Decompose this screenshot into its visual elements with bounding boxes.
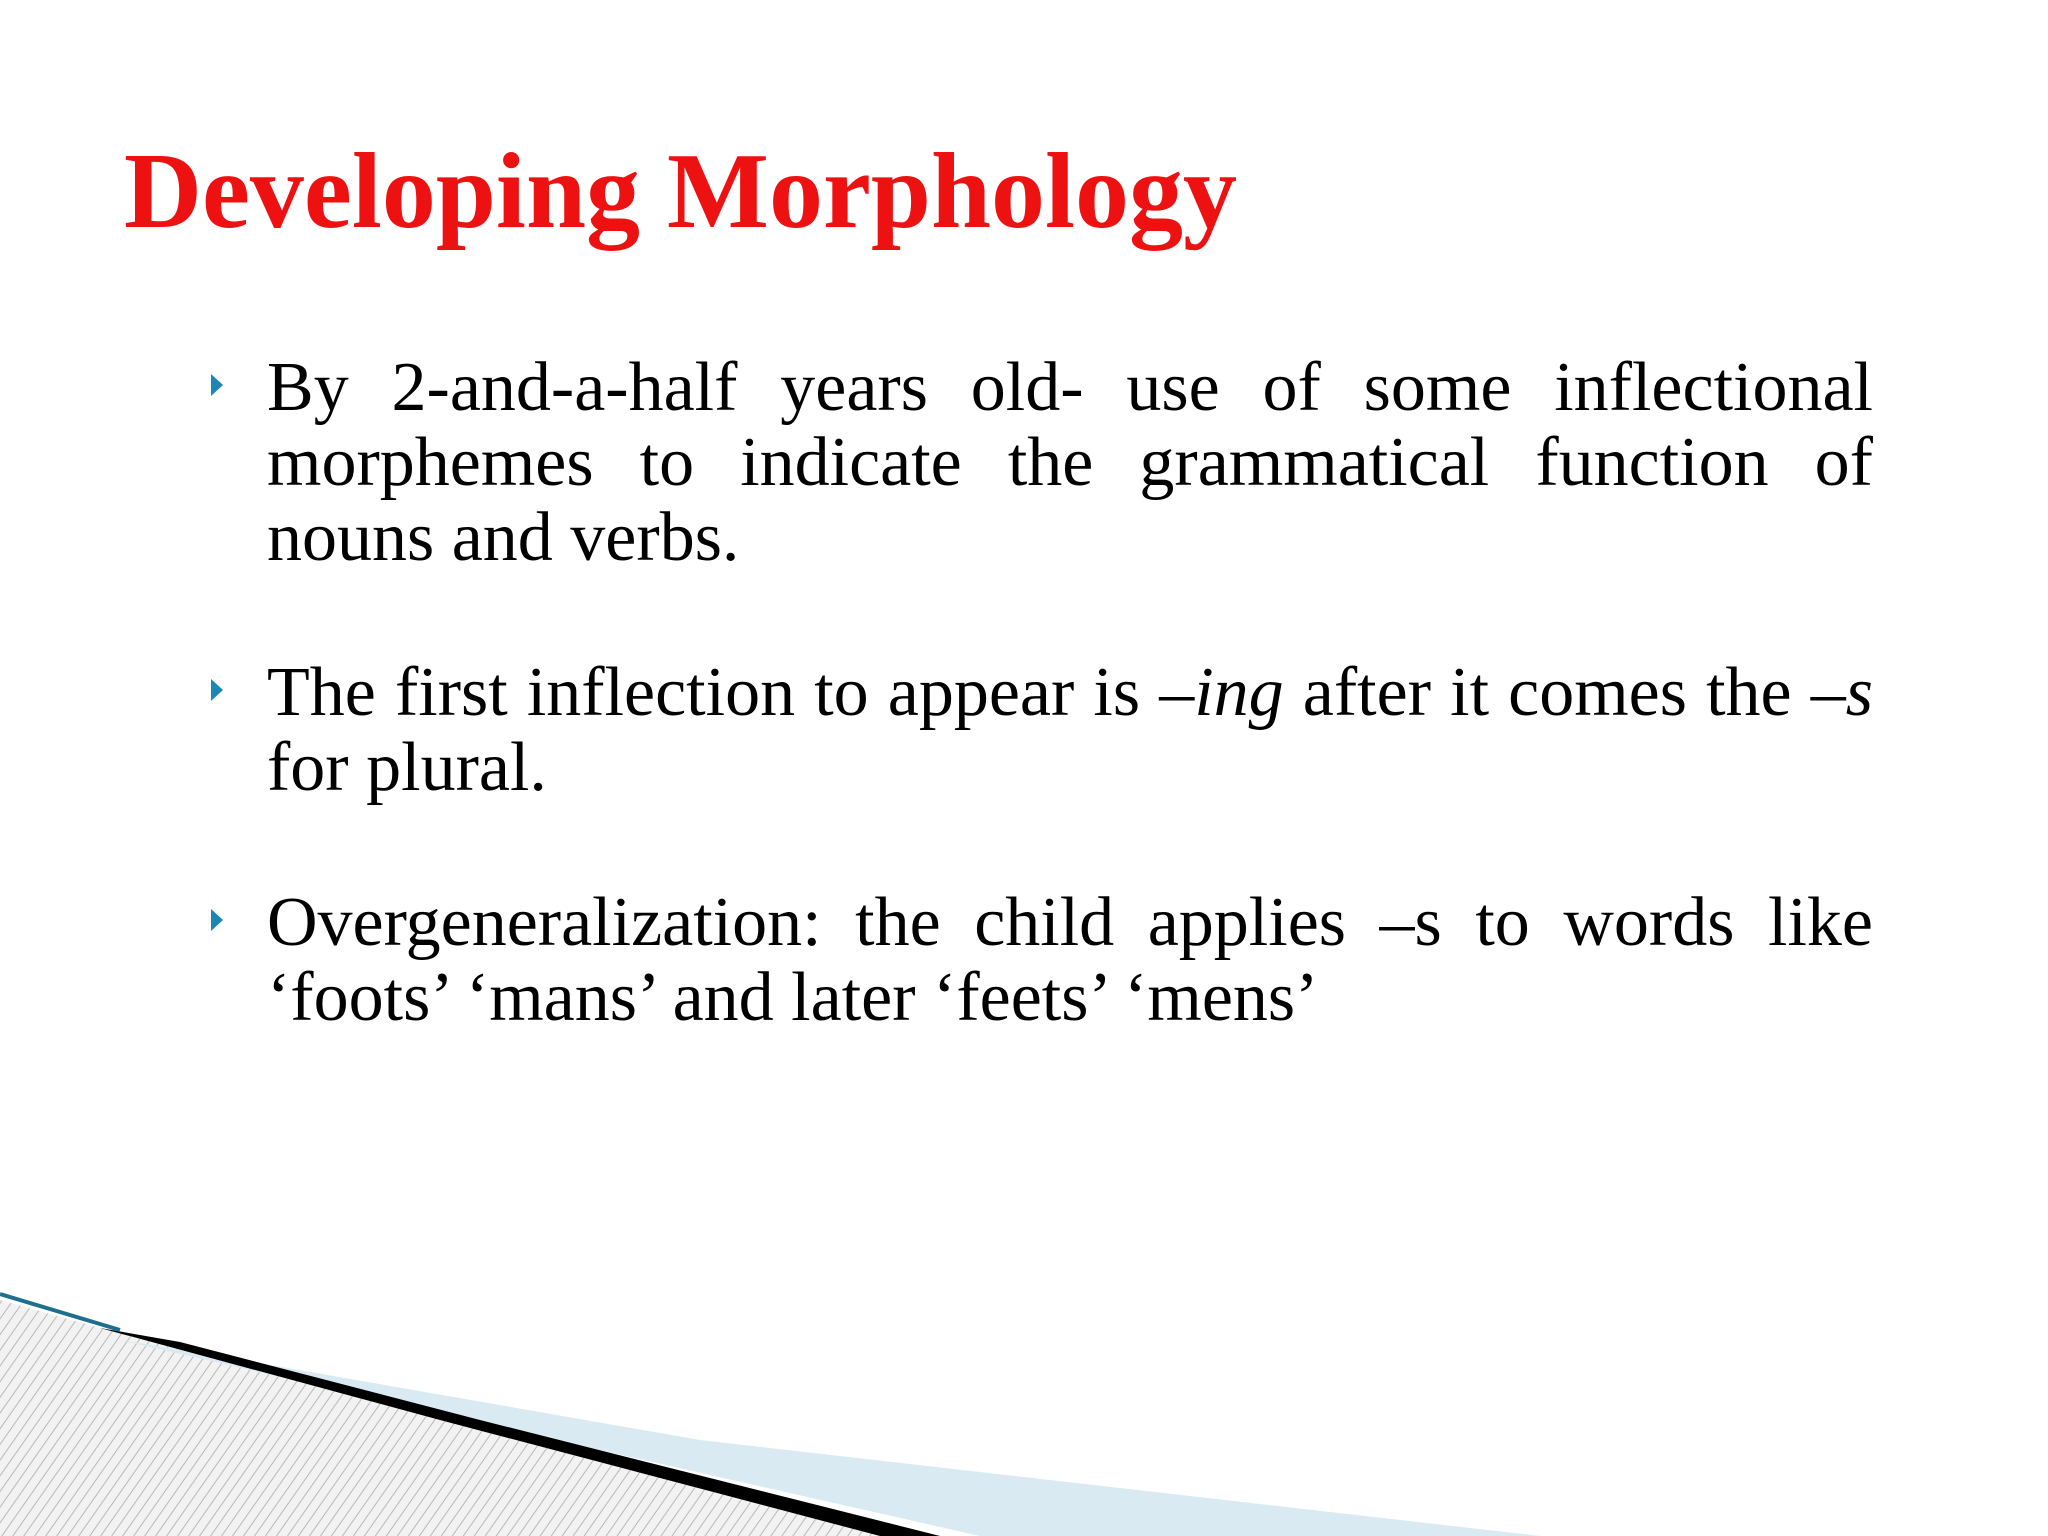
bullet-text-2-middle: after it comes the (1283, 654, 1811, 731)
bullet-text-3: Overgeneralization: the child applies –s to words like ‘foots’ ‘mans’ and later ‘feets’ ‘mens’ (267, 884, 1873, 1036)
suffix-s: –s (1810, 654, 1873, 731)
bullet-text-1: By 2-and-a-half years old- use of some inflectional morphemes to indicate the grammatical function of nouns and verbs. (267, 349, 1873, 576)
suffix-ing: –ing (1159, 654, 1284, 731)
slide-title: Developing Morphology (124, 132, 1238, 251)
bullet-text-2-end: for plural. (267, 729, 547, 806)
bullet-text-2-start: The first inflection to appear is (267, 654, 1160, 731)
